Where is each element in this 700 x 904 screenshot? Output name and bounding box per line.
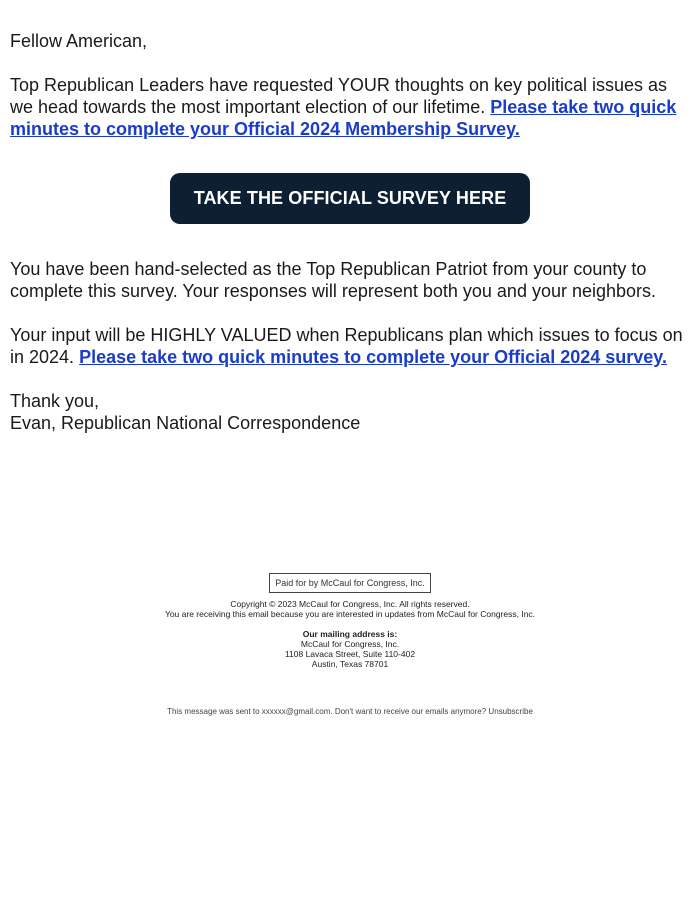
signature: Evan, Republican National Correspondence xyxy=(10,413,361,433)
survey-link-membership[interactable]: Please take two quick minutes to complete your Official 2024 Membership Survey. xyxy=(10,97,677,139)
subscription-reason: You are receiving this email because you are interested in updates from McCaul for Congress, Inc. xyxy=(164,609,536,619)
email-body xyxy=(10,30,690,434)
input-text: Your input will be HIGHLY VALUED when Republicans plan which issues to focus on in 2024. xyxy=(10,325,683,367)
address-line-3: Austin, Texas 78701 xyxy=(311,659,389,669)
email-footer xyxy=(0,573,700,717)
closing: Thank you, xyxy=(10,391,100,411)
intro-text: Top Republican Leaders have requested YOUR thoughts on key political issues as we head towards the most important election of our lifetime. xyxy=(10,75,668,117)
address-line-1: McCaul for Congress, Inc. xyxy=(300,639,400,649)
selection-paragraph: You have been hand-selected as the Top Republican Patriot from your county to complete this survey. Your responses will represent both you and your neighbors. xyxy=(10,259,657,301)
survey-link-2024[interactable]: Please take two quick minutes to complete your Official 2024 survey. xyxy=(79,347,667,367)
cta-container xyxy=(10,173,690,225)
sent-to-notice xyxy=(0,707,700,717)
take-survey-button[interactable]: TAKE THE OFFICIAL SURVEY HERE xyxy=(170,173,530,224)
input-paragraph xyxy=(10,324,690,368)
greeting: Fellow American, xyxy=(10,31,148,51)
paid-for-disclaimer: Paid for by McCaul for Congress, Inc. xyxy=(269,573,431,593)
copyright-notice: Copyright © 2023 McCaul for Congress, Inc. All rights reserved. xyxy=(230,599,470,609)
intro-paragraph xyxy=(10,74,690,140)
mailing-address-heading: Our mailing address is: xyxy=(302,629,398,639)
sent-to-text: This message was sent to xxxxxx@gmail.com. Don't want to receive our emails anymore? xyxy=(167,707,489,716)
address-line-2: 1108 Lavaca Street, Suite 110-402 xyxy=(284,649,416,659)
unsubscribe-link[interactable]: Unsubscribe xyxy=(488,707,533,716)
